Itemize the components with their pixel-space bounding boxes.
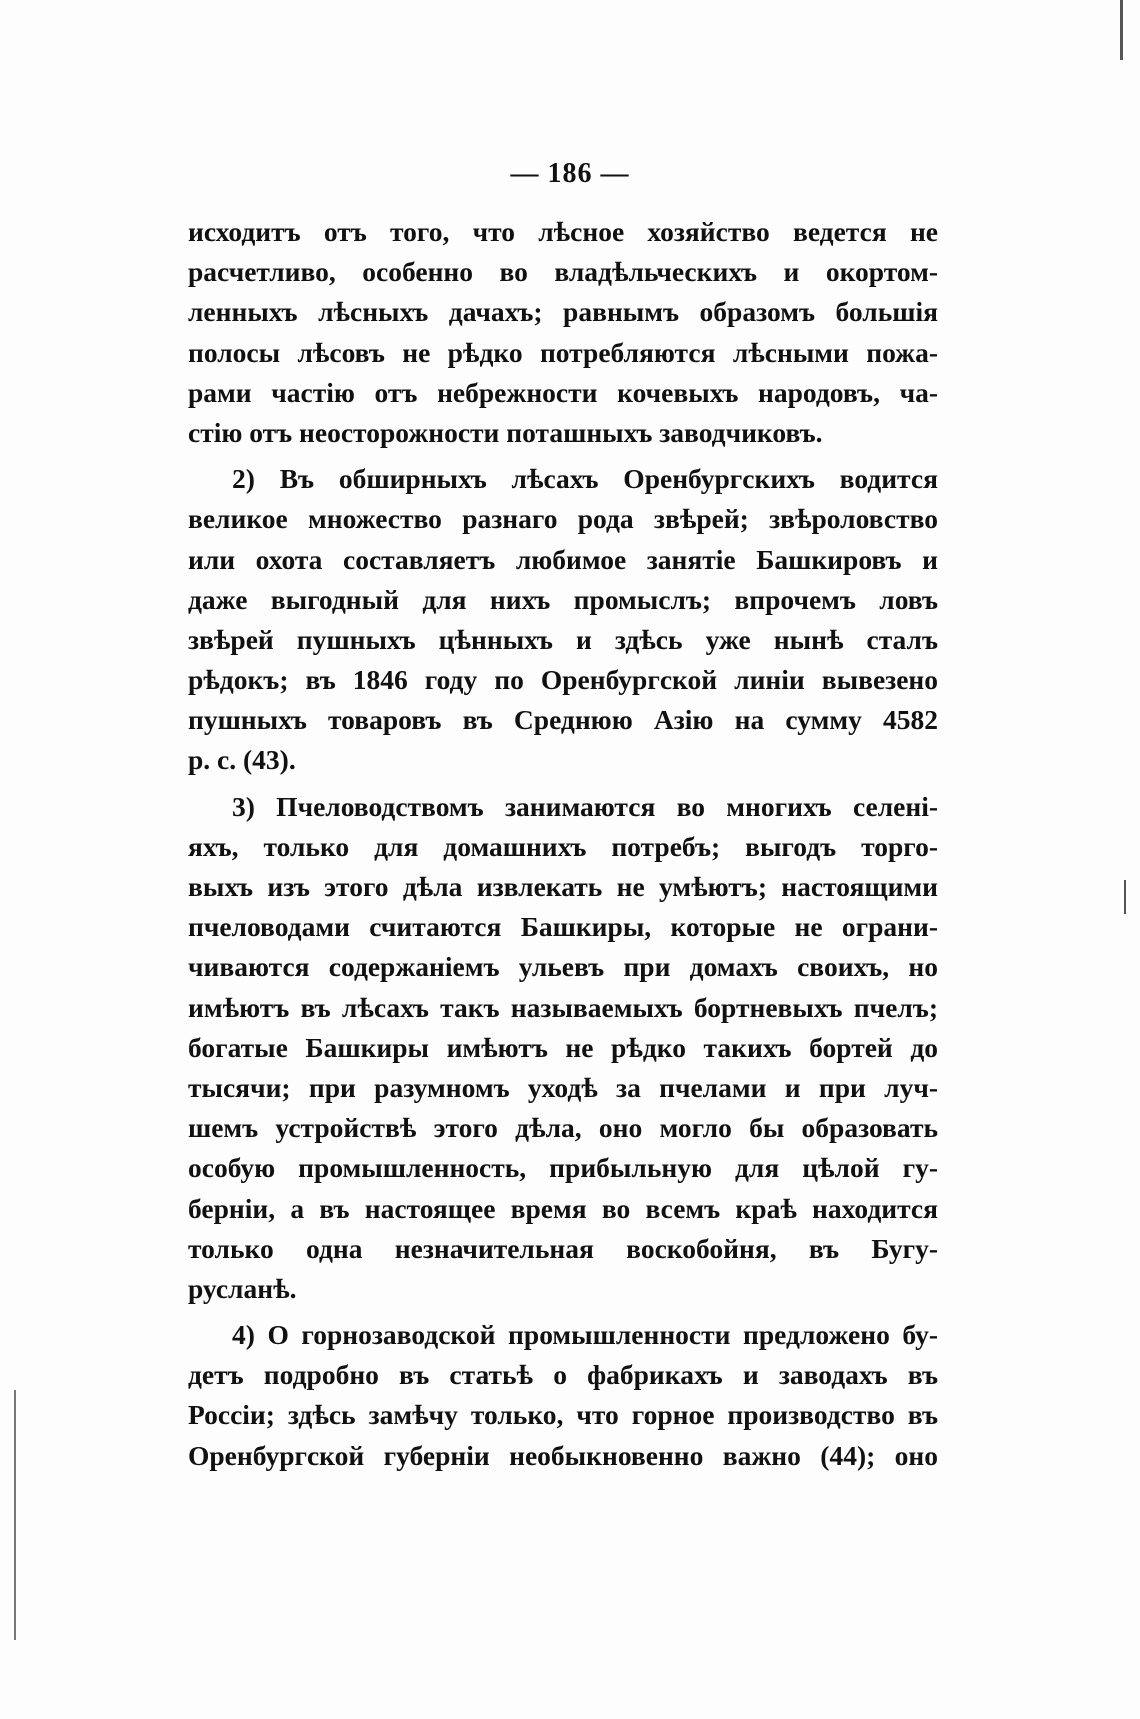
- text-line: 4) О горнозаводской промышленности предложено бу-: [232, 1319, 938, 1351]
- text-line: Оренбургской губерніи необыкновенно важно (44); оно: [188, 1439, 938, 1471]
- text-line: шемъ устройствѣ этого дѣла, оно могло бы образовать: [188, 1112, 938, 1144]
- text-line: пушныхъ товаровъ въ Среднюю Азію на сумму 4582: [188, 704, 938, 736]
- text-line: яхъ, только для домашнихъ потребъ; выгодъ торго-: [188, 830, 938, 862]
- body-text: [188, 212, 938, 1476]
- text-line: Россіи; здѣсь замѣчу только, что горное производство въ: [188, 1399, 938, 1431]
- text-line: русланѣ.: [188, 1272, 297, 1304]
- text-line: исходитъ отъ того, что лѣсное хозяйство ведется не: [188, 216, 938, 247]
- text-line: детъ подробно въ статьѣ о фабрикахъ и заводахъ въ: [188, 1359, 938, 1391]
- text-line: р. с. (43).: [188, 744, 296, 776]
- text-line: ленныхъ лѣсныхъ дачахъ; равнымъ образомъ большія: [188, 296, 938, 328]
- text-line: 2) Въ обширныхъ лѣсахъ Оренбургскихъ водится: [232, 463, 938, 495]
- text-line: только одна незначительная воскобойня, въ Бугу-: [188, 1232, 938, 1264]
- text-line: рѣдокъ; въ 1846 году по Оренбургской линіи вывезено: [188, 664, 938, 696]
- page-edge-mark-top: [1120, 0, 1123, 60]
- paragraph-2: [188, 459, 938, 781]
- text-line: 3) Пчеловодствомъ занимаются во многихъ селені-: [232, 790, 938, 822]
- text-line: звѣрей пушныхъ цѣнныхъ и здѣсь уже нынѣ сталъ: [188, 623, 938, 655]
- text-line: полосы лѣсовъ не рѣдко потребляются лѣсными пожа-: [188, 336, 938, 368]
- text-line: или охота составляетъ любимое занятіе Башкировъ и: [188, 543, 938, 575]
- text-line: даже выгодный для нихъ промыслъ; впрочемъ ловъ: [188, 583, 938, 615]
- paragraph-1: [188, 212, 938, 453]
- page-edge-mark-middle: [1124, 880, 1126, 914]
- text-line: особую промышленность, прибыльную для цѣлой гу-: [188, 1152, 938, 1184]
- text-line: стію отъ неосторожности поташныхъ заводчиковъ.: [188, 416, 823, 448]
- paragraph-4: [188, 1315, 938, 1476]
- text-line: берніи, а въ настоящее время во всемъ краѣ находится: [188, 1192, 938, 1224]
- text-line: рами частію отъ небрежности кочевыхъ народовъ, ча-: [188, 376, 938, 408]
- text-line: пчеловодами считаются Башкиры, которые не ограни-: [188, 911, 938, 943]
- text-line: великое множество разнаго рода звѣрей; звѣроловство: [188, 503, 938, 535]
- text-line: имѣютъ въ лѣсахъ такъ называемыхъ бортневыхъ пчелъ;: [188, 991, 938, 1023]
- text-line: расчетливо, особенно во владѣльческихъ и окортом-: [188, 256, 938, 288]
- text-line: чиваются содержаніемъ ульевъ при домахъ своихъ, но: [188, 951, 938, 983]
- paragraph-3: [188, 787, 938, 1309]
- text-line: богатые Башкиры имѣютъ не рѣдко такихъ бортей до: [188, 1031, 938, 1063]
- page-number: — 186 —: [510, 158, 630, 189]
- text-line: тысячи; при разумномъ уходѣ за пчелами и при луч-: [188, 1071, 938, 1103]
- text-line: выхъ изъ этого дѣла извлекать не умѣютъ; настоящими: [188, 871, 938, 902]
- page-edge-mark-left: [14, 1390, 16, 1640]
